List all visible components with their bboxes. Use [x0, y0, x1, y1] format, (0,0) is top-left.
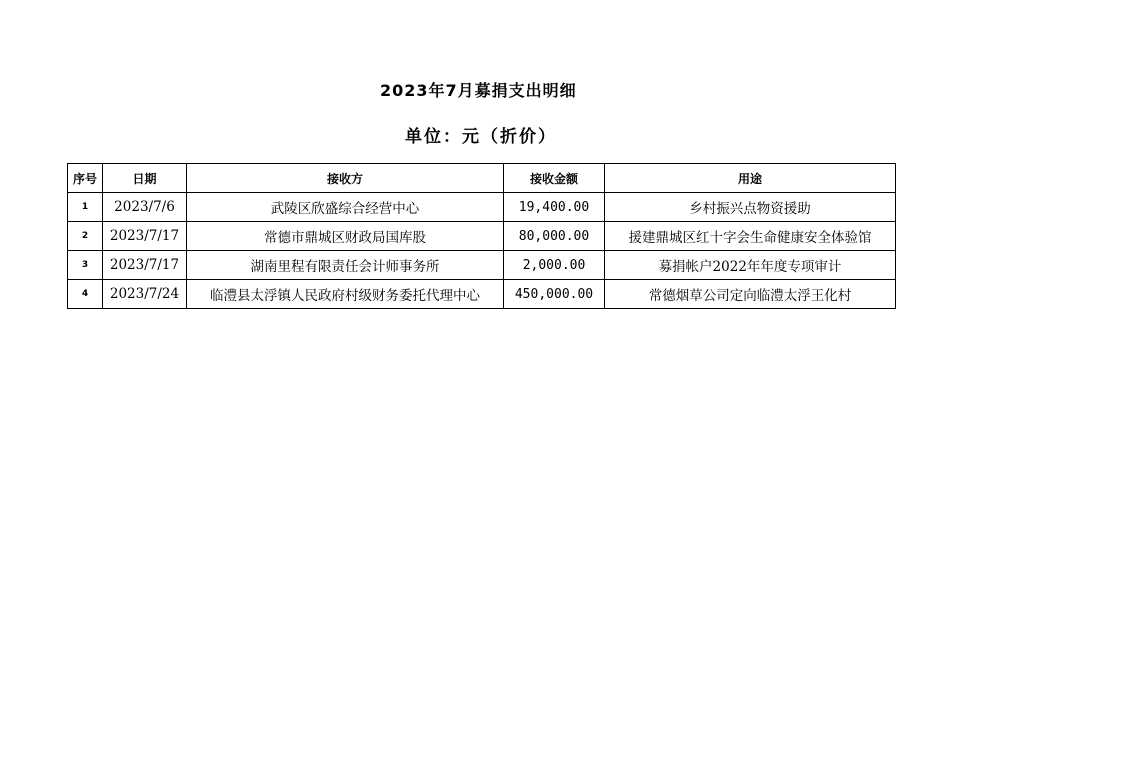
cell-amount: 19,400.00 [504, 193, 605, 222]
unit-label: 单位：元（折价） [405, 127, 557, 147]
cell-index: 1 [68, 193, 103, 222]
header-date: 日期 [103, 164, 187, 193]
cell-amount: 2,000.00 [504, 251, 605, 280]
table-header-row [68, 164, 896, 193]
cell-date: 2023/7/17 [103, 251, 187, 280]
header-amount: 接收金额 [504, 164, 605, 193]
cell-index: 4 [68, 280, 103, 309]
table-row [68, 280, 896, 309]
cell-purpose: 援建鼎城区红十字会生命健康安全体验馆 [605, 222, 896, 251]
table-row [68, 193, 896, 222]
expenditure-table [67, 163, 896, 309]
cell-date: 2023/7/24 [103, 280, 187, 309]
cell-amount: 80,000.00 [504, 222, 605, 251]
table-row [68, 222, 896, 251]
cell-date: 2023/7/17 [103, 222, 187, 251]
cell-purpose: 募捐帐户2022年年度专项审计 [605, 251, 896, 280]
cell-recipient: 临澧县太浮镇人民政府村级财务委托代理中心 [187, 280, 504, 309]
header-purpose: 用途 [605, 164, 896, 193]
cell-purpose: 常德烟草公司定向临澧太浮王化村 [605, 280, 896, 309]
cell-recipient: 湖南里程有限责任会计师事务所 [187, 251, 504, 280]
cell-recipient: 武陵区欣盛综合经营中心 [187, 193, 504, 222]
document-title: 2023年7月募捐支出明细 [380, 81, 577, 100]
cell-date: 2023/7/6 [103, 193, 187, 222]
cell-index: 2 [68, 222, 103, 251]
header-index: 序号 [68, 164, 103, 193]
table-row [68, 251, 896, 280]
header-recipient: 接收方 [187, 164, 504, 193]
cell-recipient: 常德市鼎城区财政局国库股 [187, 222, 504, 251]
cell-amount: 450,000.00 [504, 280, 605, 309]
cell-index: 3 [68, 251, 103, 280]
cell-purpose: 乡村振兴点物资援助 [605, 193, 896, 222]
